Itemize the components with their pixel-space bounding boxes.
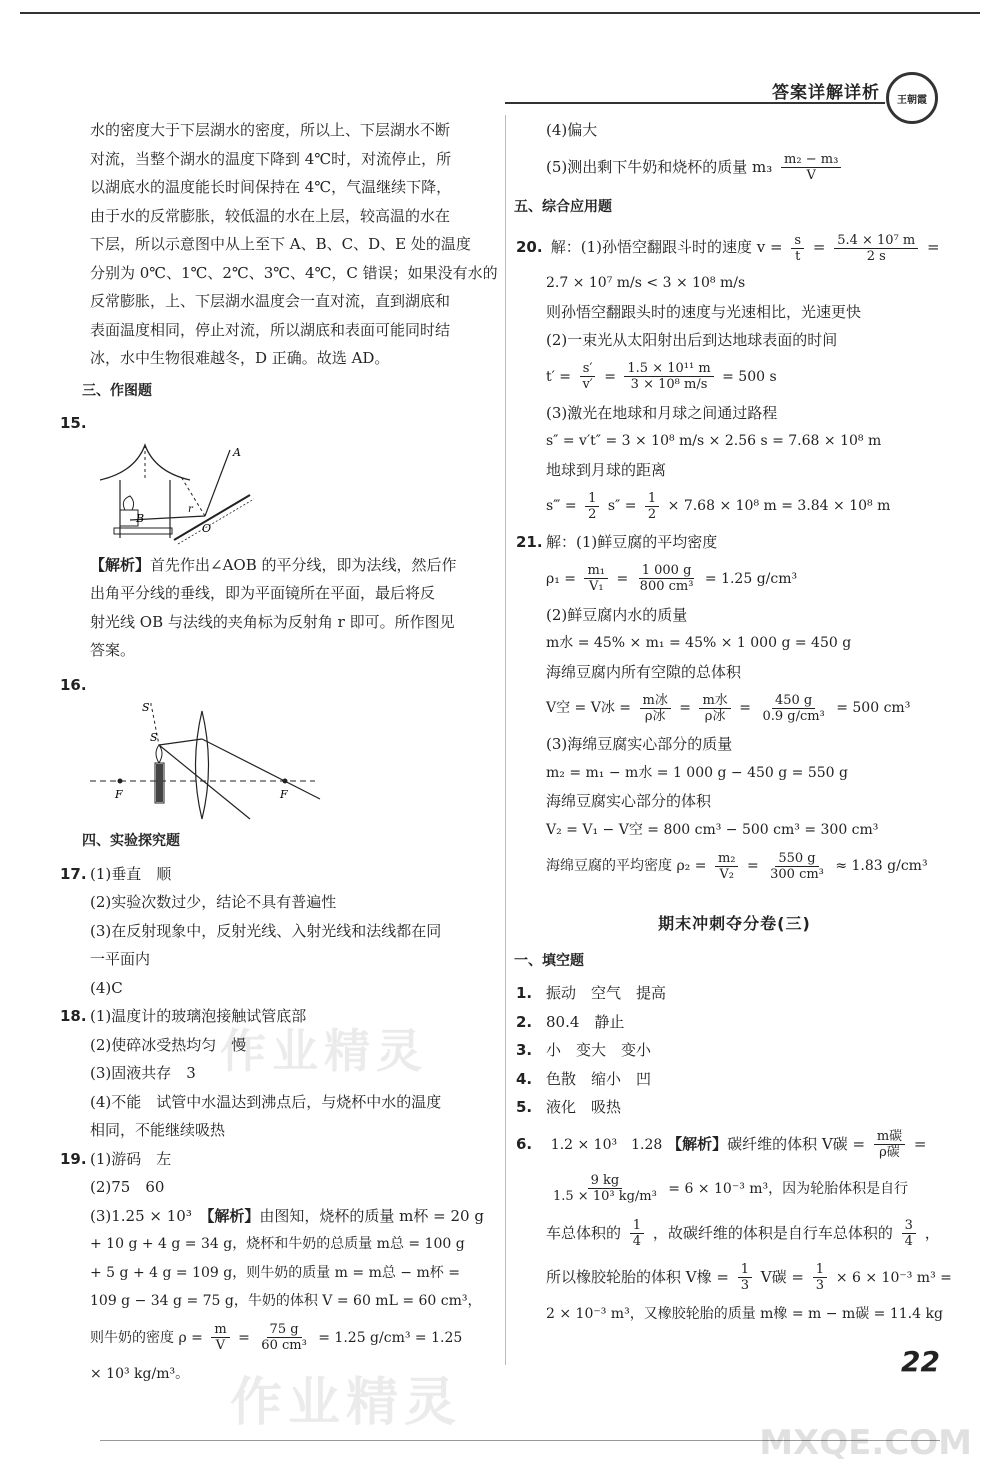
text-line: (2)一束光从太阳射出后到达地球表面的时间 [546, 331, 838, 349]
denominator: t [795, 248, 801, 264]
text: 则牛奶的密度 ρ = [90, 1329, 203, 1346]
text-line: (3)海绵豆腐实心部分的质量 [546, 735, 733, 753]
watermark-text: 作业精灵 [230, 1373, 463, 1433]
text-line: 2.7 × 10⁷ m/s < 3 × 10⁸ m/s [546, 275, 746, 291]
answer-text: (4)不能 试管中水温达到沸点后，与烧杯中水的温度 [90, 1092, 442, 1111]
denominator: ρ冰 [644, 708, 666, 724]
answer-text: (4)偏大 [546, 121, 598, 139]
q16 [60, 671, 490, 822]
q15-analysis-line [90, 551, 490, 580]
fill-answer-row [516, 1008, 947, 1037]
label-b: B [136, 511, 145, 525]
answer-text: 液化 吸热 [546, 1098, 622, 1116]
text-line: 反常膨胀，上、下层湖水温度会一直对流，直到湖底和 [90, 292, 451, 310]
numerator: 1 [813, 1262, 827, 1278]
answer-text: 80.4 静止 [546, 1012, 625, 1031]
q21-line [516, 528, 947, 557]
formula-line [522, 1167, 947, 1211]
label-s-prime: S' [142, 701, 153, 714]
formula-line [522, 145, 947, 189]
fraction [834, 233, 918, 264]
fill-answer-row [516, 1036, 947, 1065]
q14-explanation [90, 116, 498, 373]
formula-line [522, 1211, 947, 1255]
denominator: 800 cm³ [639, 579, 694, 594]
denominator: ρ冰 [704, 708, 726, 724]
formula-line [522, 557, 947, 601]
fraction [637, 563, 697, 594]
denominator: 3 [740, 1278, 750, 1293]
text-line: m₂ = m₁ − m水 = 1 000 g − 450 g = 550 g [546, 764, 848, 781]
answer-text: (3)固液共存 3 [90, 1064, 196, 1082]
question-number: 21. [516, 533, 543, 551]
label-r: r [188, 503, 193, 515]
denominator: V [806, 168, 816, 183]
text-line: × 10³ kg/m³。 [90, 1365, 190, 1382]
fraction [738, 1262, 752, 1293]
answer-text: 小 变大 变小 [546, 1041, 652, 1059]
top-border [20, 12, 980, 14]
fraction [813, 1262, 827, 1293]
text: s″ = [607, 498, 637, 514]
text: ，故碳纤维的体积是自行车总体积的 [652, 1223, 893, 1242]
text-line: + 5 g + 4 g = 109 g，则牛奶的质量 m = m总 − m杯 = [90, 1264, 460, 1281]
text: = [616, 570, 629, 587]
fraction [699, 693, 730, 724]
fill-answer-row [516, 979, 947, 1008]
answer-text: (2)使碎冰受热均匀 慢 [90, 1035, 247, 1054]
numerator: 1 000 g [639, 563, 695, 579]
text: × 7.68 × 10⁸ m = 3.84 × 10⁸ m [667, 498, 891, 514]
question-number: 1. [516, 984, 533, 1002]
denominator: 2 s [866, 248, 886, 264]
text-line: 出角平分线的垂线，即为平面镜所在平面，最后将反 [90, 584, 436, 602]
question-number: 4. [516, 1069, 533, 1088]
text: = 500 cm³ [836, 700, 911, 716]
q16-diagram [90, 701, 330, 821]
label-o: O [202, 521, 212, 535]
formula-line [516, 225, 947, 269]
text: 所以橡胶轮胎的体积 V橡 = [546, 1267, 729, 1286]
text: 车总体积的 [546, 1223, 622, 1242]
text: ， [924, 1223, 940, 1242]
denominator: 1.5 × 10³ kg/m³ [553, 1189, 657, 1204]
text-line: 海绵豆腐内所有空隙的总体积 [546, 662, 742, 681]
text-line: 109 g − 34 g = 75 g，牛奶的体积 V = 60 mL = 60 cm³， [90, 1293, 482, 1309]
right-column [514, 116, 952, 1328]
text: = [739, 700, 751, 716]
fraction [902, 1218, 916, 1249]
denominator: 0.9 g/cm³ [762, 708, 825, 724]
answer-text: 振动 空气 提高 [546, 984, 667, 1002]
watermark-text: 作业精灵 [220, 1024, 428, 1078]
text-line: (3)激光在地球和月球之间通过路程 [546, 403, 778, 422]
q18-line [60, 1002, 490, 1031]
answer-text: (4)C [90, 978, 123, 997]
text: = 500 s [722, 368, 777, 385]
question-number: 2. [516, 1012, 533, 1031]
text: V碳 = [760, 1267, 804, 1286]
question-number: 19. [60, 1149, 87, 1168]
fraction [759, 693, 827, 724]
numerator: 3 [902, 1218, 916, 1234]
answer-text: (1)温度计的玻璃泡接触试管底部 [90, 1007, 307, 1025]
header-title: 答案详解详析 [772, 83, 880, 103]
denominator: 2 [588, 506, 597, 522]
text-line: 海绵豆腐实心部分的体积 [546, 792, 712, 810]
q17-line [60, 860, 490, 889]
left-column [60, 116, 498, 1388]
label-a: A [233, 445, 241, 459]
answer-text: 1.2 × 10³ 1.28 [550, 1136, 663, 1153]
denominator: V₂ [719, 866, 735, 882]
numerator: 550 g [775, 851, 818, 867]
text: = [927, 238, 940, 256]
denominator: 60 cm³ [261, 1338, 307, 1353]
section-heading: 四、实验探究题 [82, 833, 180, 849]
numerator: m [211, 1322, 229, 1338]
text: = [812, 238, 826, 256]
denominator: 4 [904, 1234, 913, 1249]
formula-line [522, 1255, 952, 1300]
numerator: m水 [699, 693, 730, 709]
numerator: s [791, 233, 804, 249]
text-line: V₂ = V₁ − V空 = 800 cm³ − 500 cm³ = 300 cm³ [546, 821, 879, 838]
label-f-right: F [280, 788, 288, 801]
denominator: 2 [647, 506, 657, 522]
fraction [211, 1322, 229, 1353]
text: t′ = [546, 368, 571, 385]
text: = [746, 858, 759, 874]
text-line: 地球到月球的距离 [546, 460, 667, 479]
denominator: ρ碳 [879, 1145, 900, 1160]
fraction [630, 1218, 644, 1249]
formula-line [522, 844, 947, 888]
text: = [238, 1329, 250, 1346]
text: = [913, 1134, 927, 1153]
text-line: m水 = 45% × m₁ = 45% × 1 000 g = 450 g [546, 635, 852, 651]
q15-diagram [90, 440, 290, 545]
text-line: 2 × 10⁻³ m³，又橡胶轮胎的质量 m橡 = m − m碳 = 11.4 kg [546, 1305, 943, 1322]
text-line: (2)鲜豆腐内水的质量 [546, 605, 688, 624]
q15 [60, 409, 490, 545]
text: = 1.25 g/cm³ [704, 570, 798, 587]
answer-text: (2)75 60 [90, 1178, 165, 1196]
fill-answers [516, 979, 947, 1122]
numerator: m冰 [640, 693, 671, 709]
numerator: 1.5 × 10¹¹ m [624, 361, 713, 377]
text-line: 表面温度相同，停止对流，所以湖底和表面可能同时结 [90, 320, 451, 339]
numerator: m₂ − m₃ [781, 152, 841, 168]
q19-3-line [90, 1202, 490, 1231]
header-rule [505, 102, 885, 104]
text: V空 = V冰 = [546, 700, 632, 716]
q6-line [516, 1122, 947, 1167]
text-line: 分别为 0℃、1℃、2℃、3℃、4℃，C 错误；如果没有水的 [90, 263, 498, 282]
text: 解：(1)孙悟空翻跟斗时的速度 v = [550, 238, 783, 256]
text: ≈ 1.83 g/cm³ [835, 858, 928, 874]
text-line: 射光线 OB 与法线的夹角标为反射角 r 即可。所作图见 [90, 612, 455, 631]
formula-line [90, 1316, 490, 1360]
text: s‴ = [546, 498, 577, 514]
text-line: s″ = v′t″ = 3 × 10⁸ m/s × 2.56 s = 7.68 × 10⁸ m [546, 433, 882, 449]
text: = [679, 700, 692, 716]
fill-answer-row [516, 1093, 947, 1122]
numerator: 450 g [772, 693, 815, 709]
brand-logo: 王朝霞 [886, 72, 938, 124]
text-line: 首先作出∠AOB 的平分线，即为法线，然后作 [150, 555, 457, 574]
fraction [715, 851, 739, 882]
text: 海绵豆腐的平均密度 ρ₂ = [546, 858, 707, 874]
denominator: 4 [632, 1234, 642, 1249]
q19-line [60, 1145, 490, 1174]
fill-answer-row [516, 1065, 947, 1094]
column-divider [505, 115, 506, 1365]
fraction [645, 491, 659, 522]
page-number: 22 [901, 1345, 940, 1378]
denominator: V₁ [588, 579, 604, 594]
fraction [874, 1129, 905, 1160]
numerator: m₁ [584, 563, 608, 579]
numerator: s′ [580, 361, 596, 377]
denominator: 3 [815, 1278, 825, 1293]
numerator: 9 kg [588, 1173, 623, 1189]
analysis-tag: 【解析】 [206, 1206, 260, 1225]
numerator: 1 [738, 1262, 752, 1278]
fraction [550, 1173, 660, 1204]
text-line: + 10 g + 4 g = 34 g，烧杯和牛奶的总质量 m总 = 100 g [90, 1236, 465, 1252]
question-number: 15. [60, 414, 87, 432]
label-s: S [150, 731, 158, 744]
fraction [791, 233, 804, 264]
formula-line [522, 484, 947, 528]
label-f-left: F [115, 788, 123, 801]
fraction [781, 152, 841, 183]
watermark-site: MXQE.COM [759, 1423, 972, 1463]
text-line: 由于水的反常膨胀，较低温的水在上层，较高温的水在 [90, 206, 451, 225]
question-number: 6. [516, 1134, 533, 1153]
answer-text: (1)垂直 顺 [90, 864, 172, 883]
fraction [585, 491, 599, 522]
numerator: 1 [645, 491, 659, 507]
answer-text: (3)1.25 × 10³ [90, 1206, 192, 1225]
text-line: 以湖底水的温度能长时间保持在 4℃，气温继续下降， [90, 178, 452, 196]
denominator: V [215, 1338, 226, 1353]
numerator: 75 g [267, 1322, 302, 1338]
text: ρ₁ = [546, 570, 577, 587]
question-number: 3. [516, 1041, 533, 1059]
text: = [604, 368, 616, 385]
fraction [584, 563, 608, 594]
text-line: 则孙悟空翻跟头时的速度与光速相比，光速更快 [546, 302, 862, 321]
fraction [258, 1322, 310, 1353]
text-line: 水的密度大于下层湖水的密度，所以上、下层湖水不断 [90, 121, 451, 139]
numerator: m₂ [715, 851, 739, 867]
text-line: 下层，所以示意图中从上至下 A、B、C、D、E 处的温度 [90, 235, 471, 253]
analysis-tag: 【解析】 [90, 555, 151, 574]
denominator: 300 cm³ [770, 866, 824, 882]
answer-text: 一平面内 [90, 950, 151, 968]
text-line: 对流，当整个湖水的温度下降到 4℃时，对流停止，所 [90, 149, 452, 168]
section-heading: 五、综合应用题 [514, 198, 612, 215]
text-line: 答案。 [90, 641, 136, 659]
text: 解：(1)鲜豆腐的平均密度 [546, 533, 718, 551]
formula-line [522, 686, 947, 730]
denominator: v′ [582, 377, 593, 392]
text: 碳纤维的体积 V碳 = [727, 1134, 866, 1153]
fraction [767, 851, 827, 882]
answer-text: 色散 缩小 凹 [546, 1069, 652, 1088]
numerator: 1 [585, 491, 599, 507]
question-number: 20. [516, 238, 543, 256]
denominator: 3 × 10⁸ m/s [630, 377, 708, 392]
answer-text: (1)游码 左 [90, 1149, 172, 1168]
text-line: 由图知，烧杯的质量 m杯 = 20 g [259, 1206, 484, 1225]
numerator: 1 [630, 1218, 644, 1234]
question-number: 5. [516, 1098, 533, 1116]
answer-text: (2)实验次数过少，结论不具有普遍性 [90, 893, 337, 911]
question-number: 16. [60, 675, 87, 694]
exam-title: 期末冲刺夺分卷(三) [658, 914, 811, 933]
fraction [624, 361, 713, 392]
fraction [579, 361, 595, 392]
fraction [640, 693, 671, 724]
question-number: 18. [60, 1007, 87, 1025]
formula-line [522, 355, 947, 399]
analysis-tag: 【解析】 [667, 1134, 728, 1153]
text: × 6 × 10⁻³ m³ = [835, 1269, 952, 1286]
numerator: 5.4 × 10⁷ m [834, 233, 918, 249]
text: = 6 × 10⁻³ m³，因为轮胎体积是自行 [668, 1180, 909, 1197]
text: (5)测出剩下牛奶和烧杯的质量 m₃ [546, 157, 773, 176]
answer-text: (3)在反射现象中，反射光线、入射光线和法线都在同 [90, 921, 442, 940]
numerator: m碳 [874, 1129, 905, 1145]
answer-text: 相同，不能继续吸热 [90, 1121, 226, 1139]
text: = 1.25 g/cm³ = 1.25 [318, 1329, 463, 1346]
text-line: 冰，水中生物很难越冬，D 正确。故选 AD。 [90, 349, 390, 367]
question-number: 17. [60, 864, 87, 883]
section-heading: 三、作图题 [82, 382, 152, 399]
section-heading: 一、填空题 [514, 952, 584, 969]
